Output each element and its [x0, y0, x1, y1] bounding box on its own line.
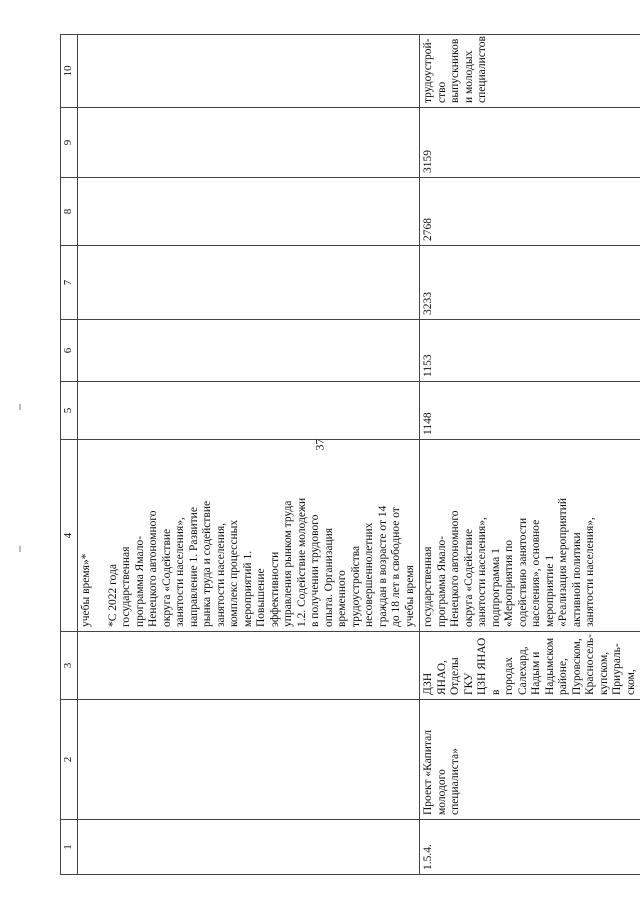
cell-col5: [77, 382, 420, 440]
cell-col6: 1153: [420, 320, 640, 382]
header-row: [61, 35, 78, 875]
cell-executor: [77, 632, 420, 700]
cell-col5: 1148: [420, 382, 640, 440]
table-row: [420, 35, 640, 875]
cell-executor: ДЗН ЯНАО, Отделы ГКУ ЦЗН ЯНАО в городах Салехард, Надым и Надымском районе, Пуровском, Красносель- купском, Приураль- ском,: [420, 632, 640, 700]
cell-col9: 3159: [420, 108, 640, 178]
program-table: [60, 34, 640, 875]
header-col-10: 10: [61, 35, 78, 108]
header-col-1: 1: [61, 820, 78, 875]
header-col-5: 5: [61, 382, 78, 440]
header-col-3: 3: [61, 632, 78, 700]
cell-col7: 3233: [420, 246, 640, 320]
scan-mark: [19, 546, 21, 552]
table-row: [77, 35, 420, 875]
cell-number: [77, 820, 420, 875]
cell-result: трудоустрой- ство выпускников и молодых специалистов: [420, 35, 640, 108]
cell-col7: [77, 246, 420, 320]
header-col-6: 6: [61, 320, 78, 382]
table-sheet: [60, 35, 637, 875]
cell-result: [77, 35, 420, 108]
cell-project: Проект «Капитал молодого специалиста»: [420, 700, 640, 820]
rotated-table-wrapper: [60, 35, 637, 875]
header-col-2: 2: [61, 700, 78, 820]
page-number: 37: [312, 438, 327, 451]
cell-col8: [77, 178, 420, 246]
cell-col6: [77, 320, 420, 382]
header-col-7: 7: [61, 246, 78, 320]
cell-program: учебы время»* *С 2022 года государственная программа Ямало- Ненецкого автономного округа «Содействие занятости населения», направление 1. Развитие рынка труда и содействие занятости населения, комплекс процессных мероприятий 1. Повышение эффективности управления рынком труда 1.2. Содействие молодежи в получении трудового опыта. Организация временного трудоустройства несовершеннолетних граждан в возрасте от 14 до 18 лет в свободное от учебы время: [77, 440, 420, 632]
header-col-9: 9: [61, 108, 78, 178]
cell-number: 1.5.4.: [420, 820, 640, 875]
cell-program: государственная программа Ямало- Ненецкого автономного округа «Содействие занятости населения», подпрограмма 1 «Мероприятия по содействию занятости населения», основное мероприятие 1 «Реализация мероприятий активной политики занятости населения»,: [420, 440, 640, 632]
header-col-4: 4: [61, 440, 78, 632]
cell-col8: 2768: [420, 178, 640, 246]
cell-col9: [77, 108, 420, 178]
scan-mark: [19, 404, 21, 410]
cell-project: [77, 700, 420, 820]
header-col-8: 8: [61, 178, 78, 246]
